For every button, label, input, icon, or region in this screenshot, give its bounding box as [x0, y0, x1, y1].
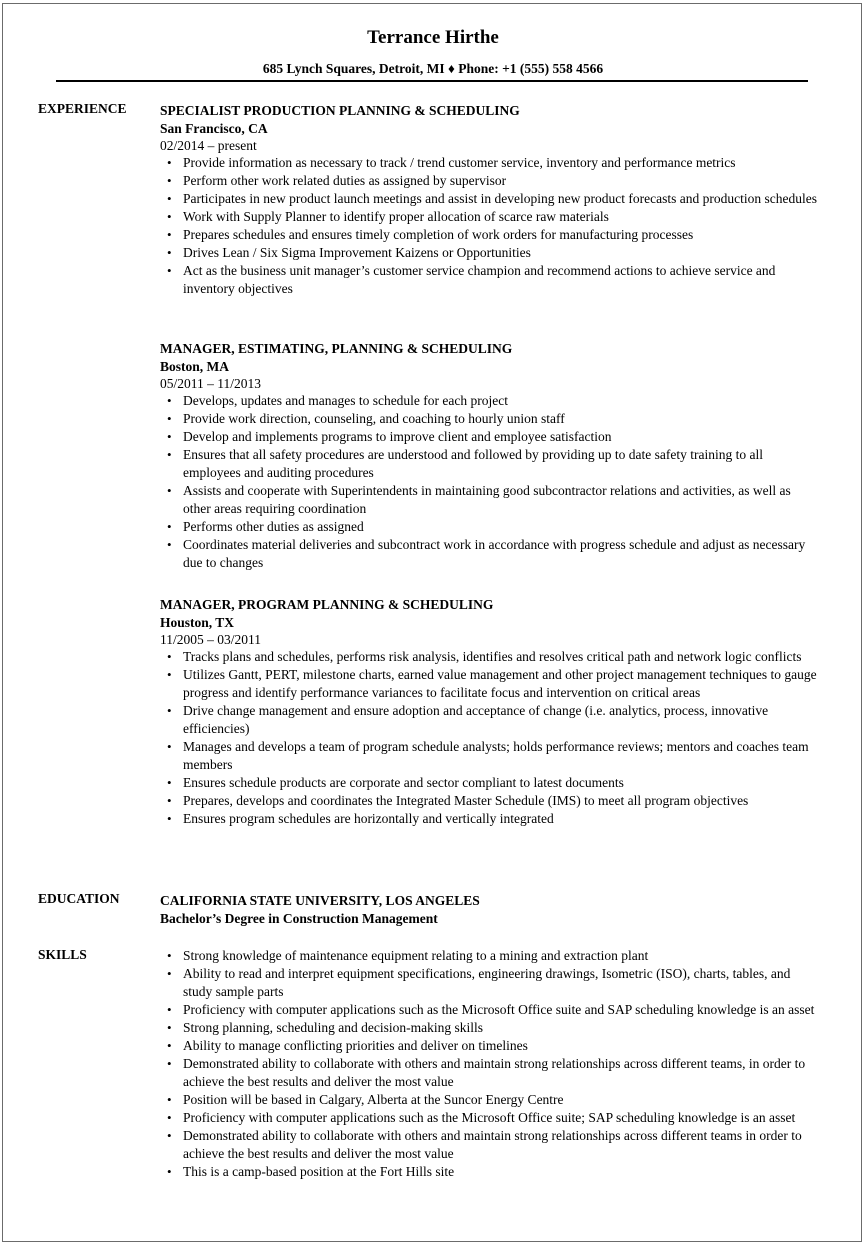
list-item: • Position will be based in Calgary, Alberta at the Suncor Energy Centre: [183, 1091, 820, 1109]
job-location: San Francisco, CA: [160, 121, 268, 136]
list-item: • Utilizes Gantt, PERT, milestone charts, earned value management and other project management techniques to gauge progress and identify performance variances to facilitate focus and intervention on critical areas: [183, 666, 820, 702]
list-item: • Develop and implements programs to improve client and employee satisfaction: [183, 428, 820, 446]
education-label: EDUCATION: [38, 891, 120, 906]
school-name: CALIFORNIA STATE UNIVERSITY, LOS ANGELES: [160, 893, 480, 908]
list-item: • Ability to manage conflicting priorities and deliver on timelines: [183, 1037, 820, 1055]
job-bullets: [160, 392, 820, 572]
list-item: • Demonstrated ability to collaborate with others and maintain strong relationships across different teams in order to achieve the best results and deliver the most value: [183, 1127, 820, 1163]
experience-label: EXPERIENCE: [38, 101, 127, 116]
list-item: • Strong planning, scheduling and decision-making skills: [183, 1019, 820, 1037]
contact-line: 685 Lynch Squares, Detroit, MI ♦ Phone: +1 (555) 558 4566: [262, 61, 604, 76]
list-item: • Ensures schedule products are corporate and sector compliant to latest documents: [183, 774, 820, 792]
list-item: • Drive change management and ensure adoption and acceptance of change (i.e. analytics, process, innovative efficiencies): [183, 702, 820, 738]
job-dates: 11/2005 – 03/2011: [160, 632, 261, 647]
job-dates: 05/2011 – 11/2013: [160, 376, 261, 391]
list-item: • Perform other work related duties as assigned by supervisor: [183, 172, 820, 190]
skills-list-wrapper: [160, 947, 820, 1181]
list-item: • Performs other duties as assigned: [183, 518, 820, 536]
list-item: • Ability to read and interpret equipment specifications, engineering drawings, Isometric (ISO), charts, tables, and study sample parts: [183, 965, 820, 1001]
job-bullets: [160, 648, 820, 828]
job-location: Boston, MA: [160, 359, 230, 374]
list-item: • Act as the business unit manager’s customer service champion and recommend actions to achieve service and inventory objectives: [183, 262, 820, 298]
list-item: • Tracks plans and schedules, performs risk analysis, identifies and resolves critical path and network logic conflicts: [183, 648, 820, 666]
list-item: • Prepares schedules and ensures timely completion of work orders for manufacturing processes: [183, 226, 820, 244]
skills-label: SKILLS: [38, 947, 87, 962]
job-dates: 02/2014 – present: [160, 138, 257, 153]
candidate-name: Terrance Hirthe: [367, 27, 499, 48]
degree: Bachelor’s Degree in Construction Management: [160, 911, 438, 926]
list-item: • This is a camp-based position at the Fort Hills site: [183, 1163, 820, 1181]
job-1: [160, 102, 820, 298]
list-item: • Provide information as necessary to track / trend customer service, inventory and performance metrics: [183, 154, 820, 172]
job-title: MANAGER, ESTIMATING, PLANNING & SCHEDULING: [160, 341, 513, 356]
list-item: • Work with Supply Planner to identify proper allocation of scarce raw materials: [183, 208, 820, 226]
list-item: • Prepares, develops and coordinates the Integrated Master Schedule (IMS) to meet all program objectives: [183, 792, 820, 810]
job-3: [160, 596, 820, 828]
list-item: • Assists and cooperate with Superintendents in maintaining good subcontractor relations and activities, as well as other areas requiring coordination: [183, 482, 820, 518]
list-item: • Proficiency with computer applications such as the Microsoft Office suite; SAP scheduling knowledge is an asset: [183, 1109, 820, 1127]
job-bullets: [160, 154, 820, 298]
list-item: • Ensures that all safety procedures are understood and followed by providing up to date safety training to all employees and auditing procedures: [183, 446, 820, 482]
list-item: • Participates in new product launch meetings and assist in developing new product forecasts and production schedules: [183, 190, 820, 208]
header-divider: [56, 80, 808, 82]
job-title: MANAGER, PROGRAM PLANNING & SCHEDULING: [160, 597, 494, 612]
job-title: SPECIALIST PRODUCTION PLANNING & SCHEDULING: [160, 103, 520, 118]
list-item: • Coordinates material deliveries and subcontract work in accordance with progress schedule and adjust as necessary due to changes: [183, 536, 820, 572]
list-item: • Demonstrated ability to collaborate with others and maintain strong relationships across different teams, in order to achieve the best results and deliver the most value: [183, 1055, 820, 1091]
job-location: Houston, TX: [160, 615, 235, 630]
skills-list: [160, 947, 820, 1181]
list-item: • Provide work direction, counseling, and coaching to hourly union staff: [183, 410, 820, 428]
list-item: • Proficiency with computer applications such as the Microsoft Office suite and SAP scheduling knowledge is an asset: [183, 1001, 820, 1019]
list-item: • Ensures program schedules are horizontally and vertically integrated: [183, 810, 820, 828]
list-item: • Strong knowledge of maintenance equipment relating to a mining and extraction plant: [183, 947, 820, 965]
list-item: • Manages and develops a team of program schedule analysts; holds performance reviews; mentors and coaches team members: [183, 738, 820, 774]
list-item: • Develops, updates and manages to schedule for each project: [183, 392, 820, 410]
job-2: [160, 340, 820, 572]
education-entry: [160, 892, 820, 928]
list-item: • Drives Lean / Six Sigma Improvement Kaizens or Opportunities: [183, 244, 820, 262]
